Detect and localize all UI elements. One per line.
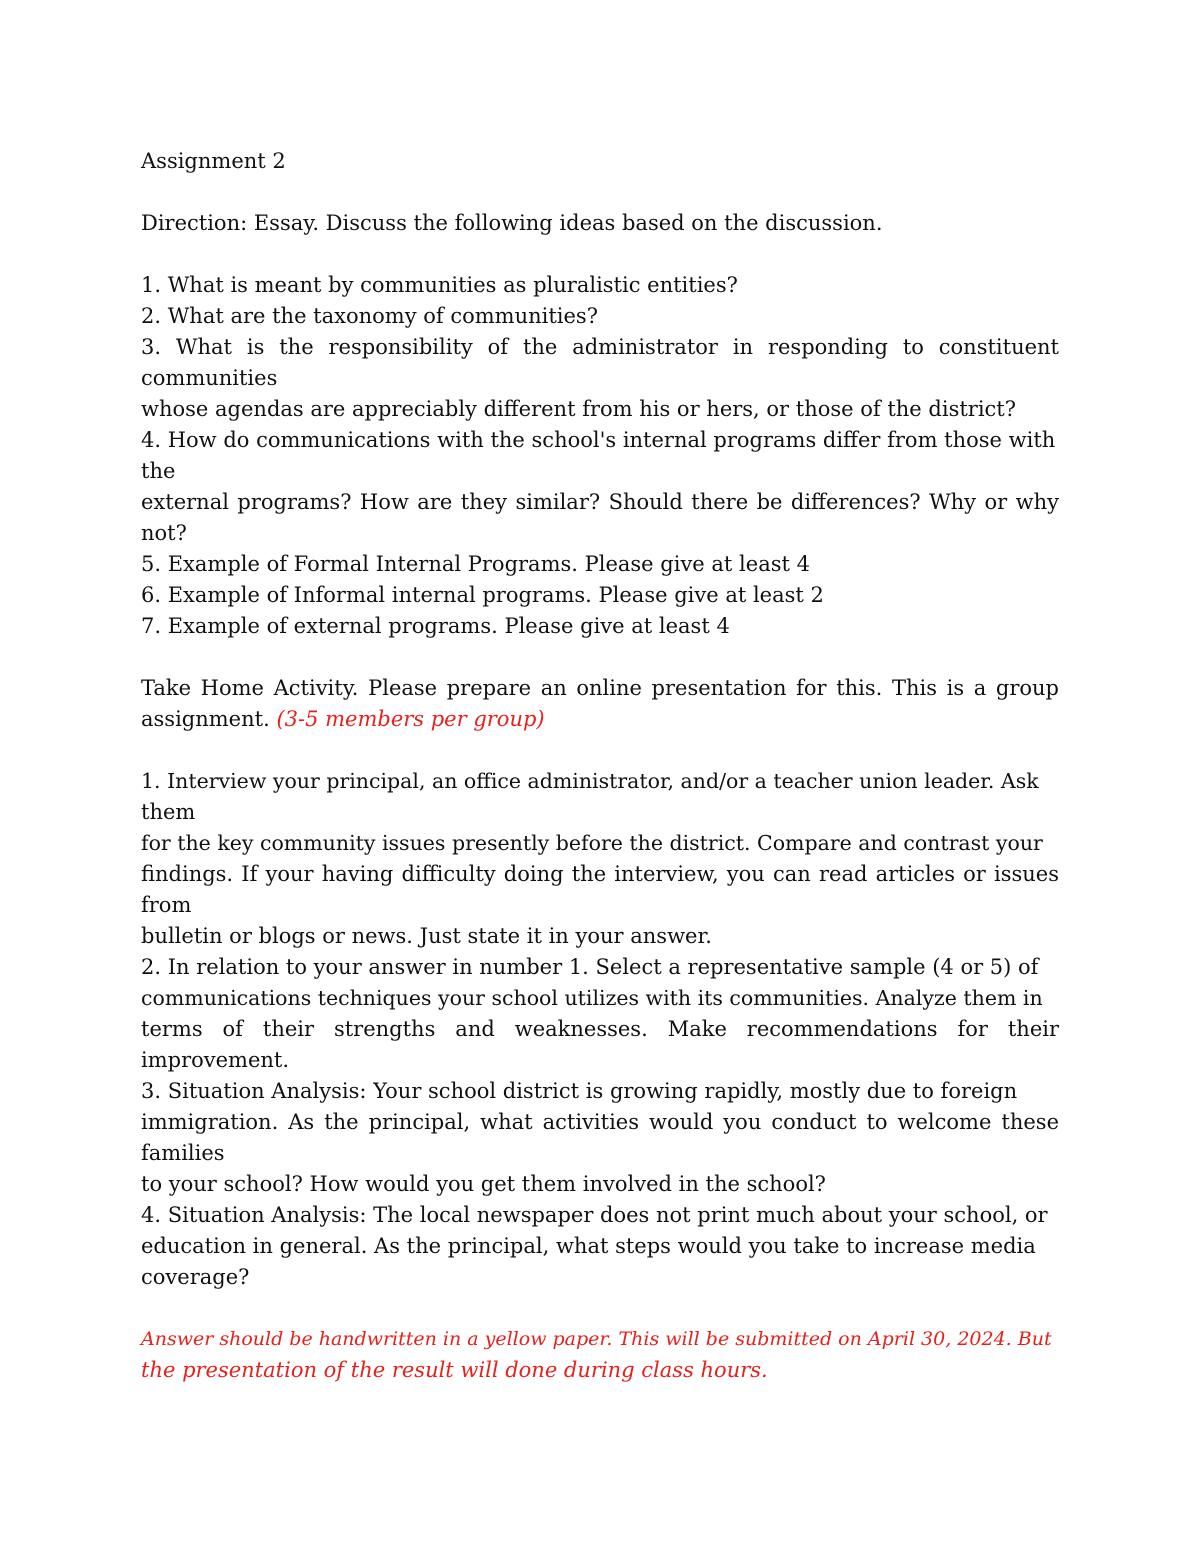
activity-item: 3. Situation Analysis: Your school district is growing rapidly, mostly due to foreign — [141, 1079, 1018, 1103]
essay-item: external programs? How are they similar? Should there be differences? Why or why — [141, 490, 1059, 514]
activity-item: families — [141, 1141, 225, 1165]
spacer — [141, 642, 1059, 673]
activity-item: for the key community issues presently before the district. Compare and contrast your — [141, 831, 1043, 855]
activity-item: communications techniques your school utilizes with its communities. Analyze them in — [141, 986, 1043, 1010]
activity-heading-cont — [141, 704, 1059, 735]
activity-item: terms of their strengths and weaknesses. Make recommendations for their — [141, 1017, 1059, 1041]
essay-item: 4. How do communications with the school's internal programs differ from those with — [141, 428, 1056, 452]
essay-questions-list — [141, 270, 1059, 642]
assignment-title: Assignment 2 — [141, 149, 286, 173]
activity-item: to your school? How would you get them involved in the school? — [141, 1172, 826, 1196]
essay-item: 5. Example of Formal Internal Programs. Please give at least 4 — [141, 552, 810, 576]
direction-text: Direction: Essay. Discuss the following ideas based on the discussion. — [141, 211, 883, 235]
spacer — [141, 239, 1059, 270]
activity-item: 2. In relation to your answer in number 1. Select a representative sample (4 or 5) of — [141, 955, 1039, 979]
group-size-note: (3-5 members per group) — [276, 707, 545, 731]
activity-item: immigration. As the principal, what activities would you conduct to welcome these — [141, 1110, 1059, 1134]
activity-item: bulletin or blogs or news. Just state it in your answer. — [141, 924, 712, 948]
activity-item: findings. If your having difficulty doing the interview, you can read articles or issues — [141, 862, 1059, 886]
activity-item: from — [141, 893, 192, 917]
essay-item: 2. What are the taxonomy of communities? — [141, 304, 598, 328]
activity-assignment-label: assignment. — [141, 707, 270, 731]
spacer — [141, 1293, 1059, 1324]
spacer — [141, 735, 1059, 766]
activity-items-list — [141, 766, 1059, 1293]
essay-item: 7. Example of external programs. Please give at least 4 — [141, 614, 730, 638]
submission-note-line: Answer should be handwritten in a yellow paper. This will be submitted on April 30, 2024. But — [141, 1328, 1052, 1350]
essay-item: not? — [141, 521, 187, 545]
spacer — [141, 177, 1059, 208]
document-page — [141, 146, 1059, 1386]
essay-item: 1. What is meant by communities as pluralistic entities? — [141, 273, 738, 297]
essay-item: 6. Example of Informal internal programs. Please give at least 2 — [141, 583, 824, 607]
activity-item: improvement. — [141, 1048, 290, 1072]
submission-note — [141, 1324, 1059, 1386]
essay-item: 3. What is the responsibility of the administrator in responding to constituent — [141, 335, 1059, 359]
essay-item: whose agendas are appreciably different from his or hers, or those of the district? — [141, 397, 1016, 421]
activity-item: 4. Situation Analysis: The local newspaper does not print much about your school, or — [141, 1203, 1048, 1227]
activity-item: coverage? — [141, 1265, 250, 1289]
activity-item: them — [141, 800, 196, 824]
submission-note-line: the presentation of the result will done during class hours. — [141, 1358, 768, 1382]
activity-heading: Take Home Activity. Please prepare an online presentation for this. This is a group — [141, 676, 1059, 700]
essay-item: communities — [141, 366, 278, 390]
essay-item: the — [141, 459, 176, 483]
activity-item: education in general. As the principal, what steps would you take to increase media — [141, 1234, 1036, 1258]
activity-item: 1. Interview your principal, an office administrator, and/or a teacher union leader. Ask — [141, 769, 1039, 793]
